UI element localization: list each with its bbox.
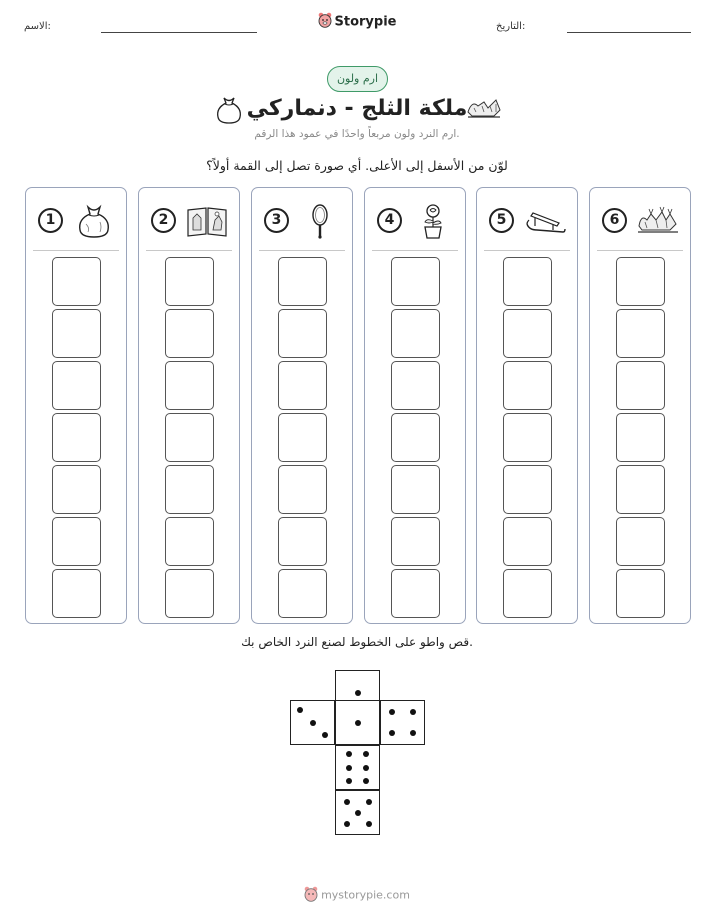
color-square[interactable]	[278, 465, 327, 514]
color-square[interactable]	[52, 361, 101, 410]
column-number: 6	[602, 208, 627, 233]
activity-badge: ارم ولون	[327, 66, 388, 92]
color-square[interactable]	[165, 361, 214, 410]
column-divider	[146, 250, 232, 251]
color-square[interactable]	[391, 361, 440, 410]
storypie-logo-icon	[304, 886, 318, 905]
brand-logo	[0, 12, 714, 32]
die-pip	[363, 765, 369, 771]
die-pip	[344, 821, 350, 827]
reindeer-sleigh-icon	[636, 202, 680, 240]
die-face-6	[335, 745, 380, 790]
color-square[interactable]	[503, 465, 552, 514]
color-square[interactable]	[616, 465, 665, 514]
color-square[interactable]	[391, 465, 440, 514]
color-square[interactable]	[391, 413, 440, 462]
color-square[interactable]	[165, 517, 214, 566]
column-divider	[597, 250, 683, 251]
column-4	[364, 187, 466, 624]
column-divider	[33, 250, 119, 251]
page-title: ملكة الثلج - دنماركي	[246, 96, 468, 121]
column-1	[25, 187, 127, 624]
date-label: التاريخ:	[496, 21, 526, 32]
name-line	[101, 32, 257, 33]
die-pip	[297, 707, 303, 713]
color-square[interactable]	[278, 309, 327, 358]
column-number: 4	[377, 208, 402, 233]
die-pip	[410, 730, 416, 736]
die-pip	[355, 720, 361, 726]
reindeer-sleigh-icon	[466, 96, 502, 124]
color-square[interactable]	[391, 569, 440, 618]
color-square[interactable]	[52, 517, 101, 566]
color-square[interactable]	[503, 413, 552, 462]
color-square[interactable]	[52, 309, 101, 358]
color-square[interactable]	[52, 413, 101, 462]
date-line	[567, 32, 691, 33]
die-pip	[344, 799, 350, 805]
die-face-1	[335, 700, 380, 745]
question-text: لوّن من الأسفل إلى الأعلى. أي صورة تصل إلى القمة أولاً؟	[206, 158, 508, 173]
brand-name: Storypie	[334, 14, 397, 30]
color-square[interactable]	[616, 517, 665, 566]
color-square[interactable]	[391, 517, 440, 566]
die-pip	[346, 751, 352, 757]
color-square[interactable]	[391, 257, 440, 306]
color-square[interactable]	[278, 517, 327, 566]
cut-instruction: قص واطو على الخطوط لصنع النرد الخاص بك.	[241, 635, 473, 649]
column-divider	[372, 250, 458, 251]
die-face-5	[335, 790, 380, 835]
die-pip	[355, 810, 361, 816]
color-square[interactable]	[278, 413, 327, 462]
die-face-4	[380, 700, 425, 745]
die-pip	[363, 778, 369, 784]
color-square[interactable]	[278, 361, 327, 410]
rose-pot-icon	[411, 202, 455, 240]
die-pip	[355, 690, 361, 696]
color-square[interactable]	[165, 413, 214, 462]
column-2	[138, 187, 240, 624]
column-number: 5	[489, 208, 514, 233]
color-square[interactable]	[503, 517, 552, 566]
column-5	[476, 187, 578, 624]
die-pip	[366, 821, 372, 827]
color-square[interactable]	[616, 361, 665, 410]
storybook-icon	[185, 202, 229, 240]
color-square[interactable]	[52, 569, 101, 618]
sled-icon	[523, 202, 567, 240]
storypie-logo-icon	[318, 12, 332, 32]
die-pip	[363, 751, 369, 757]
color-square[interactable]	[165, 465, 214, 514]
column-divider	[259, 250, 345, 251]
color-square[interactable]	[165, 309, 214, 358]
hand-mirror-icon	[298, 202, 342, 240]
column-number: 1	[38, 208, 63, 233]
column-3	[251, 187, 353, 624]
column-number: 3	[264, 208, 289, 233]
sack-icon	[215, 94, 243, 128]
column-divider	[484, 250, 570, 251]
color-square[interactable]	[503, 569, 552, 618]
column-number: 2	[151, 208, 176, 233]
die-pip	[310, 720, 316, 726]
footer-url: mystorypie.com	[321, 888, 410, 902]
name-label: الاسم:	[24, 21, 51, 32]
color-square[interactable]	[391, 309, 440, 358]
die-pip	[366, 799, 372, 805]
color-square[interactable]	[503, 361, 552, 410]
column-6	[589, 187, 691, 624]
color-square[interactable]	[278, 257, 327, 306]
footer	[0, 886, 714, 905]
color-square[interactable]	[503, 257, 552, 306]
color-square[interactable]	[165, 257, 214, 306]
color-square[interactable]	[616, 413, 665, 462]
color-square[interactable]	[616, 309, 665, 358]
die-pip	[389, 709, 395, 715]
die-pip	[322, 732, 328, 738]
die-pip	[346, 765, 352, 771]
die-pip	[410, 709, 416, 715]
die-face-3	[290, 700, 335, 745]
subtitle: ارم النرد ولون مربعاً واحدًا في عمود هذا الرقم.	[254, 128, 460, 140]
color-square[interactable]	[278, 569, 327, 618]
sack-icon	[72, 202, 116, 240]
color-square[interactable]	[616, 257, 665, 306]
color-square[interactable]	[503, 309, 552, 358]
color-square[interactable]	[52, 257, 101, 306]
color-square[interactable]	[165, 569, 214, 618]
color-square[interactable]	[616, 569, 665, 618]
title-row	[0, 92, 714, 126]
color-square[interactable]	[52, 465, 101, 514]
die-pip	[346, 778, 352, 784]
die-pip	[389, 730, 395, 736]
